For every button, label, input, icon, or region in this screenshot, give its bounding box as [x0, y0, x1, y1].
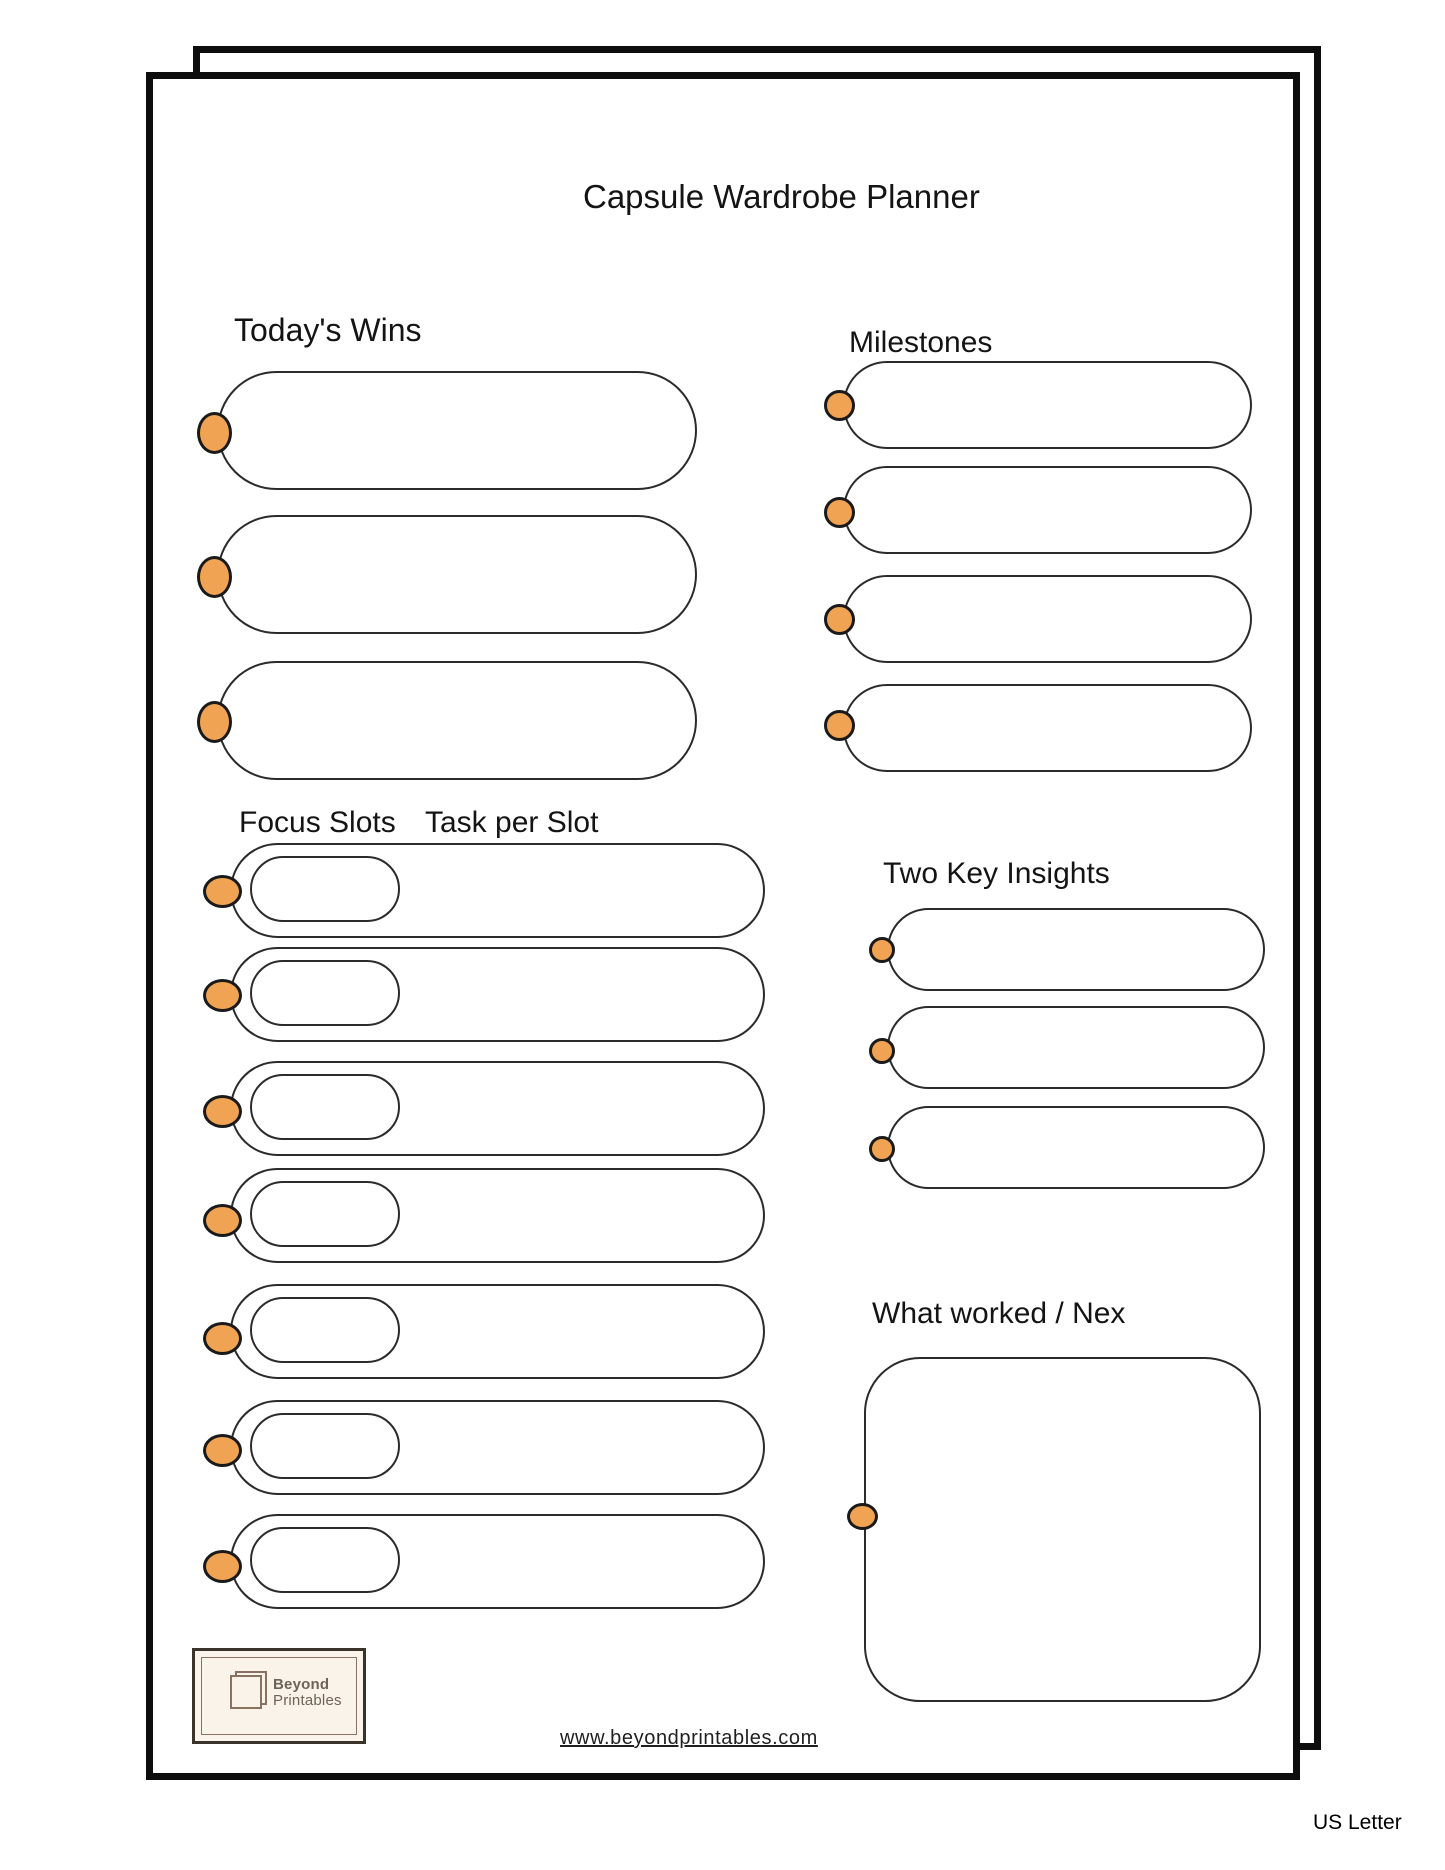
bullet-dot-icon: [203, 1550, 242, 1583]
milestones-row: [843, 466, 1252, 554]
insight-row: [887, 908, 1265, 991]
section-heading-two-key-insights: Two Key Insights: [883, 857, 1110, 890]
bullet-dot-icon: [869, 1136, 895, 1162]
bullet-dot-icon: [847, 1503, 878, 1530]
page-title: Capsule Wardrobe Planner: [583, 178, 980, 215]
what-worked-notes-box: [864, 1357, 1261, 1702]
bullet-dot-icon: [197, 412, 232, 454]
bullet-dot-icon: [869, 1038, 895, 1064]
bullet-dot-icon: [197, 701, 232, 743]
brand-name: [273, 1677, 342, 1709]
milestones-row: [843, 684, 1252, 772]
footer-url-link[interactable]: www.beyondprintables.com: [560, 1727, 818, 1749]
bullet-dot-icon: [203, 1095, 242, 1128]
focus-slot-inner-pill: [250, 1297, 400, 1363]
insight-row: [887, 1106, 1265, 1189]
focus-slot-inner-pill: [250, 1181, 400, 1247]
brand-logo-box: [192, 1648, 366, 1744]
milestones-row: [843, 575, 1252, 663]
bullet-dot-icon: [824, 710, 855, 741]
focus-slot-inner-pill: [250, 1413, 400, 1479]
bullet-dot-icon: [203, 1434, 242, 1467]
todays-wins-row: [217, 515, 697, 634]
bullet-dot-icon: [197, 556, 232, 598]
bullet-dot-icon: [203, 1204, 242, 1237]
focus-slot-inner-pill: [250, 1074, 400, 1140]
paper-size-label: US Letter: [1313, 1811, 1402, 1834]
section-heading-what-worked: What worked / Nex: [872, 1297, 1126, 1330]
focus-slot-inner-pill: [250, 856, 400, 922]
bullet-dot-icon: [203, 1322, 242, 1355]
focus-slot-inner-pill: [250, 1527, 400, 1593]
brand-name-line1: Beyond: [273, 1676, 330, 1693]
insight-row: [887, 1006, 1265, 1089]
bullet-dot-icon: [869, 937, 895, 963]
milestones-row: [843, 361, 1252, 449]
focus-slot-inner-pill: [250, 960, 400, 1026]
bullet-dot-icon: [203, 979, 242, 1012]
todays-wins-row: [217, 661, 697, 780]
section-heading-milestones: Milestones: [849, 326, 993, 359]
brand-name-line2: Printables: [273, 1692, 342, 1709]
bullet-dot-icon: [824, 390, 855, 421]
section-heading-task-per-slot: Task per Slot: [425, 806, 599, 839]
section-heading-focus-slots: Focus Slots: [239, 806, 396, 839]
todays-wins-row: [217, 371, 697, 490]
bullet-dot-icon: [203, 875, 242, 908]
section-heading-todays-wins: Today's Wins: [234, 312, 422, 348]
bullet-dot-icon: [824, 604, 855, 635]
bullet-dot-icon: [824, 497, 855, 528]
